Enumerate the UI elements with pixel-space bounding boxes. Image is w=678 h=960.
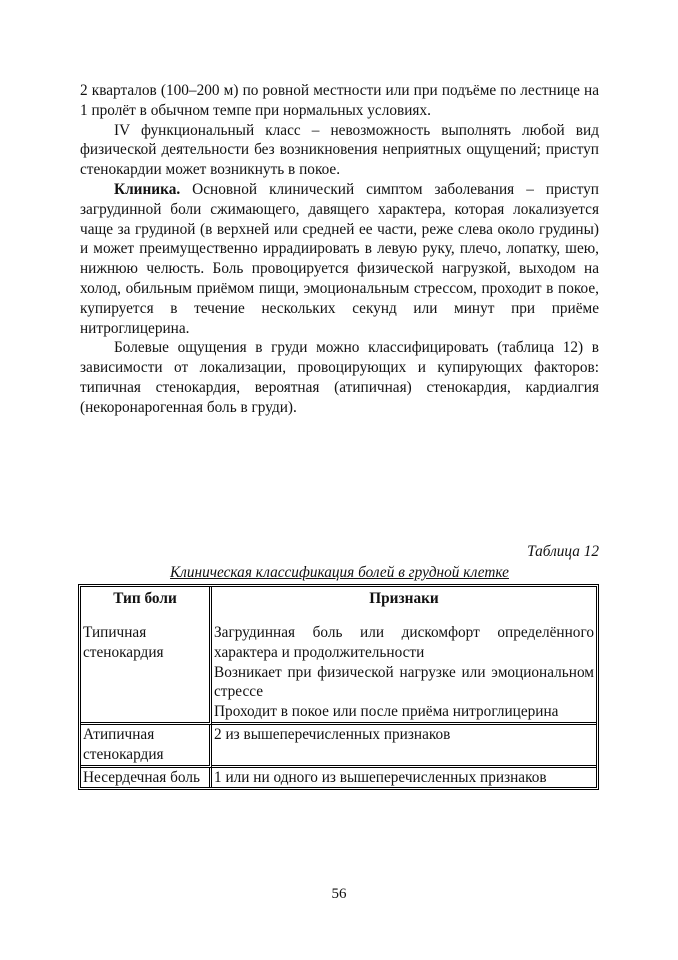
sign-item: 1 или ни одного из вышеперечисленных признаков <box>214 768 547 786</box>
bold-lead: Клиника. <box>114 180 181 198</box>
paragraph-4: Болевые ощущения в груди можно классифицировать (таблица 12) в зависимости от локализации, провоцирующих и купирующих факторов: типичная стенокардия, вероятная (атипичная) стенокардия, кардиалгия (некоронарогенная боль в груди). <box>80 339 599 416</box>
table-number: Таблица 12 <box>527 543 599 560</box>
table-row <box>81 623 596 725</box>
paragraph-2: IV функциональный класс – невозможность выполнять любой вид физической деятельности без возникновения неприятных ощущений; приступ стенокардии может возникнуть в покое. <box>80 121 599 179</box>
header-signs: Признаки <box>369 590 439 607</box>
sign-item: Возникает при физической нагрузке или эмоциональном стрессе <box>214 663 594 701</box>
table-row <box>81 768 596 788</box>
header-pain-type: Тип боли <box>81 587 212 623</box>
signs-cell <box>212 768 596 788</box>
table-row <box>81 725 596 768</box>
signs-cell <box>212 623 596 725</box>
sign-item: Проходит в покое или после приёма нитроглицерина <box>214 703 559 721</box>
body-text <box>80 81 599 418</box>
paragraph-3: Клиника. Основной клинический симптом заболевания – приступ загрудинной боли сжимающего, давящего характера, которая локализуется чаще за грудиной (в верхней или средней ее части, реже слева около грудины) и может преимущественно иррадиировать в левую руку, плечо, лопатку, шею, нижнюю челюсть. Боль провоцируется физической нагрузкой, выходом на холод, обильным приёмом пищи, эмоциональным стрессом, проходит в покое, купируется в течение нескольких секунд или минут при приёме нитроглицерина. <box>80 180 599 337</box>
pain-type-cell: Атипичная стенокардия <box>81 725 212 768</box>
pain-type-cell: Типичная стенокардия <box>81 623 212 725</box>
table-title: Клиническая классификация болей в грудной клетке <box>170 564 509 581</box>
page-number: 56 <box>331 886 347 902</box>
pain-type-cell: Несердечная боль <box>81 768 212 788</box>
sign-item: 2 из вышеперечисленных признаков <box>214 725 451 743</box>
classification-table <box>78 584 599 790</box>
table-header-row <box>81 587 596 623</box>
paragraph-1: 2 кварталов (100–200 м) по ровной местности или при подъёме по лестнице на 1 пролёт в обычном темпе при нормальных условиях. <box>80 82 599 119</box>
signs-cell <box>212 725 596 768</box>
sign-item: Загрудинная боль или дискомфорт определённого характера и продолжительности <box>214 624 594 661</box>
